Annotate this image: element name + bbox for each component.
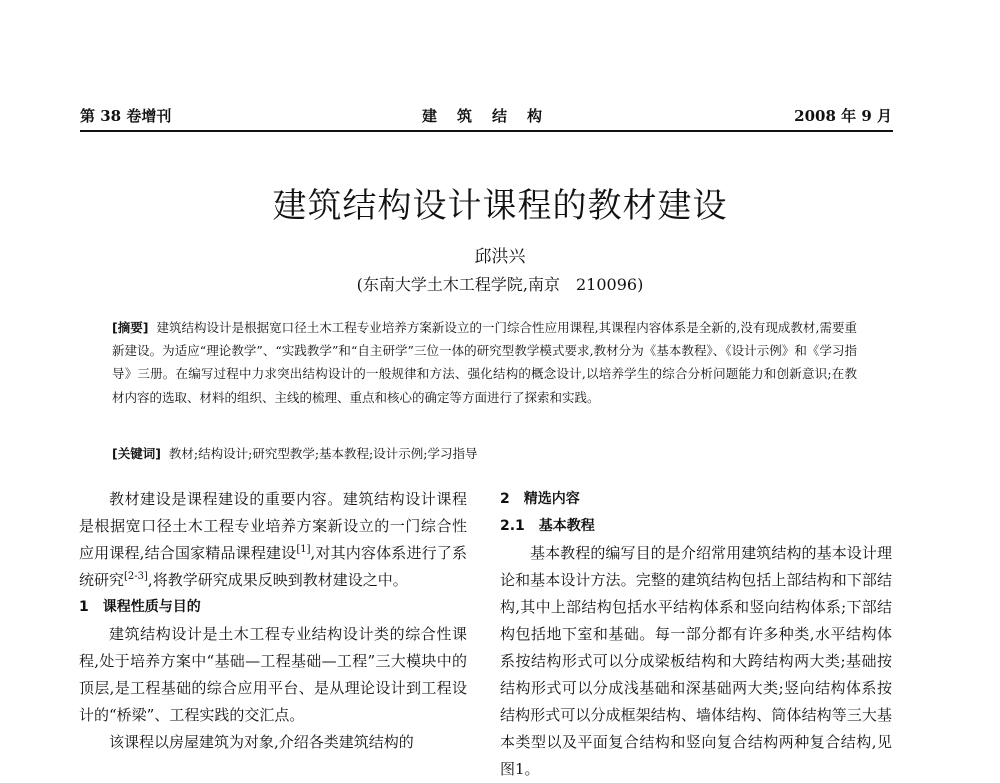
section-1-paragraph: 建筑结构设计是土木工程专业结构设计类的综合性课程,处于培养方案中“基础—工程基础—工程”三大模块中的顶层,是工程基础的综合应用平台、是从理论设计到工程设计的“桥梁”、工程实践的交汇点。 <box>79 625 467 724</box>
author-name: 邱洪兴 <box>474 247 526 267</box>
abstract-text: 建筑结构设计是根据宽口径土木工程专业培养方案新设立的一门综合性应用课程,其课程内容体系是全新的,没有现成教材,需要重新建设。为适应“理论教学”、“实践教学”和“自主研学”三位一体的研究型教学模式要求,教材分为《基本教程》、《设计示例》和《学习指导》三册。在编写过程中力求突出结构设计的一般规律和方法、强化结构的概念设计,以培养学生的综合分析问题能力和创新意识;在教材内容的选取、材料的组织、主线的梳理、重点和核心的确定等方面进行了探索和实践。 <box>112 320 857 405</box>
issue-date: 2008 年 9 月 <box>794 107 892 125</box>
citation-2-3: [2-3] <box>124 571 148 582</box>
intro-text-c: ,将教学研究成果反映到教材建设之中。 <box>147 571 408 589</box>
abstract-label: [摘要] <box>112 320 149 335</box>
citation-1: [1] <box>296 544 311 555</box>
section-2-1-paragraph: 基本教程的编写目的是介绍常用建筑结构的基本设计理论和基本设计方法。完整的建筑结构包括上部结构和下部结构,其中上部结构包括水平结构体系和竖向结构体系;下部结构包括地下室和基础。每一部分都有许多种类,水平结构体系按结构形式可以分成梁板结构和大跨结构两大类;基础按结构形式可以分成浅基础和深基础两大类;竖向结构体系按结构形式可以分成框架结构、墙体结构、筒体结构等三大基本类型以及平面复合结构和竖向复合结构两种复合结构,见图1。 <box>500 544 892 778</box>
right-column <box>500 486 892 783</box>
keywords-label: [关键词] <box>112 446 161 461</box>
left-column <box>79 486 467 756</box>
paper-title: 建筑结构设计课程的教材建设 <box>272 186 728 226</box>
section-2-heading: 2 精选内容 <box>500 491 580 507</box>
keywords-text: 教材;结构设计;研究型教学;基本教程;设计示例;学习指导 <box>168 446 478 461</box>
section-2-1-heading: 2.1 基本教程 <box>500 518 595 534</box>
affiliation: (东南大学土木工程学院,南京 210096) <box>356 275 644 294</box>
intro-text-b: ,对其内容体系进行了系统研究 <box>79 544 467 589</box>
journal-volume: 第 38 卷增刊 <box>80 107 172 125</box>
journal-name: 建筑结构 <box>422 107 563 125</box>
section-1-paragraph-2: 该课程以房屋建筑为对象,介绍各类建筑结构的 <box>109 733 414 751</box>
intro-paragraph <box>79 486 467 594</box>
header-rule <box>80 130 893 132</box>
keywords <box>112 444 857 462</box>
intro-text-a: 教材建设是课程建设的重要内容。建筑结构设计课程是根据宽口径土木工程专业培养方案新设立的一门综合性应用课程,结合国家精品课程建设 <box>79 490 467 562</box>
abstract <box>112 316 857 409</box>
section-1-heading: 1 课程性质与目的 <box>79 599 201 615</box>
